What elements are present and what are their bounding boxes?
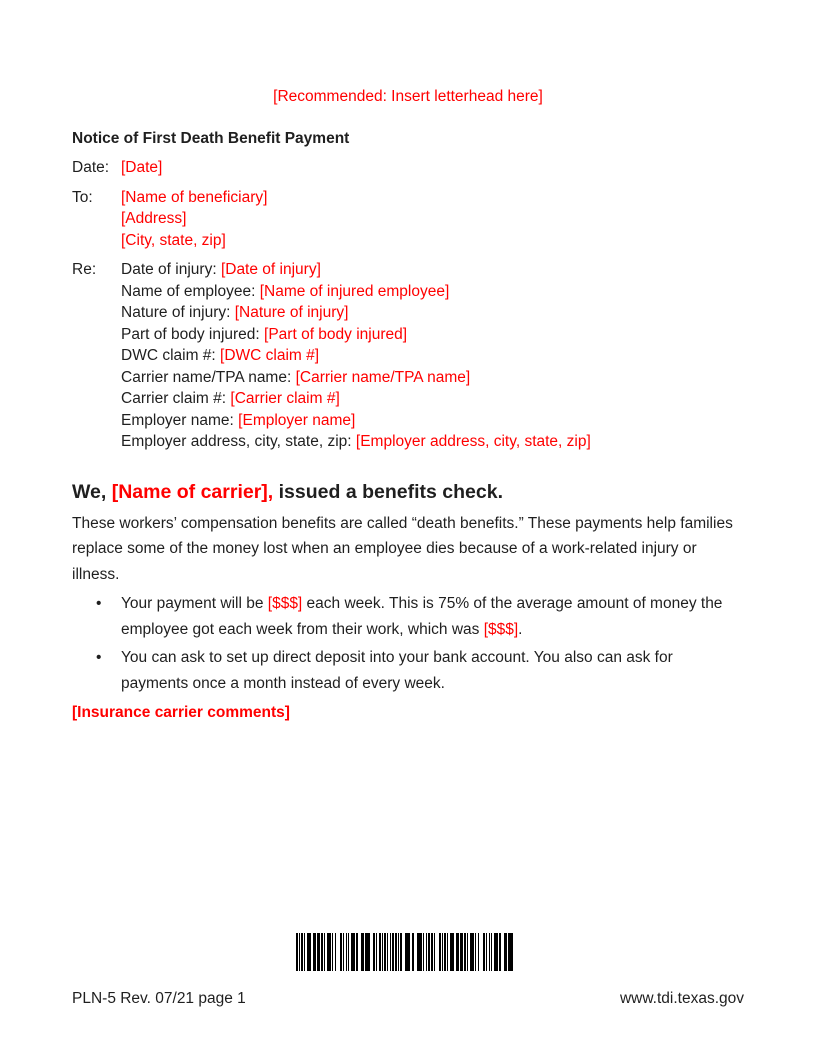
re-line-employee-name bbox=[121, 281, 591, 303]
re-line-carrier-name bbox=[121, 367, 591, 389]
bullet1-mid: each week. This is 75% of the average amount of money the employee got each week from their work, which was bbox=[121, 595, 723, 638]
bullet-direct-deposit: • You can ask to set up direct deposit into your bank account. You also can ask for payments once a month instead of every week. bbox=[72, 645, 744, 696]
benefits-check-heading bbox=[72, 479, 744, 505]
re-line-nature-of-injury bbox=[121, 302, 591, 324]
re-line-value: [Employer address, city, state, zip] bbox=[355, 433, 591, 450]
to-label: To: bbox=[72, 188, 93, 206]
re-line-label: Name of employee: bbox=[121, 282, 260, 300]
re-details-block bbox=[121, 259, 591, 453]
date-row bbox=[72, 157, 744, 179]
form-number-page: PLN-5 Rev. 07/21 page 1 bbox=[72, 990, 246, 1007]
re-line-value: [Employer name] bbox=[238, 411, 356, 429]
re-line-value: [Carrier claim #] bbox=[230, 390, 340, 407]
to-row bbox=[72, 187, 744, 252]
re-line-label: Employer name: bbox=[121, 411, 239, 429]
page-footer bbox=[72, 988, 744, 1010]
re-line-label: Part of body injured: bbox=[121, 325, 265, 343]
date-value: [Date] bbox=[121, 159, 163, 176]
re-line-part-of-body bbox=[121, 324, 591, 346]
re-line-value: [DWC claim #] bbox=[220, 347, 320, 364]
benefits-bullet-list bbox=[72, 591, 744, 696]
re-label: Re: bbox=[72, 261, 97, 278]
to-address-block bbox=[121, 187, 267, 252]
bullet-payment-amount bbox=[72, 591, 744, 642]
death-benefits-paragraph: These workers’ compensation benefits are called “death benefits.” These payments help families replace some of the money lost when an employee dies because of a work-related injury or illness. bbox=[72, 514, 733, 583]
re-line-carrier-claim bbox=[121, 388, 591, 410]
re-line-employer-name bbox=[121, 410, 591, 432]
date-label: Date: bbox=[72, 159, 110, 176]
re-line-value: [Carrier name/TPA name] bbox=[295, 368, 471, 386]
bullet1-pre: Your payment will be bbox=[121, 595, 268, 612]
heading-carrier-name: [Name of carrier], bbox=[111, 480, 274, 503]
re-line-value: [Date of injury] bbox=[220, 261, 321, 278]
re-line-label: DWC claim #: bbox=[121, 347, 221, 364]
re-line-label: Carrier name/TPA name: bbox=[121, 368, 296, 386]
re-line-employer-address bbox=[121, 431, 591, 453]
re-line-label: Date of injury: bbox=[121, 261, 221, 278]
letterhead-placeholder: [Recommended: Insert letterhead here] bbox=[273, 88, 543, 105]
bullet1-amount-average: [$$$] bbox=[483, 620, 519, 638]
re-line-value: [Part of body injured] bbox=[264, 325, 408, 343]
re-line-dwc-claim bbox=[121, 345, 591, 367]
tdi-website-url: www.tdi.texas.gov bbox=[619, 990, 744, 1007]
re-line-date-of-injury bbox=[121, 259, 591, 281]
bullet1-end: . bbox=[518, 620, 523, 638]
heading-post: issued a benefits check. bbox=[273, 480, 503, 503]
bullet1-amount-weekly: [$$$] bbox=[267, 595, 303, 612]
to-city-state-zip: [City, state, zip] bbox=[121, 231, 226, 249]
re-line-value: [Nature of injury] bbox=[234, 304, 349, 321]
heading-pre: We, bbox=[72, 480, 112, 503]
re-line-label: Carrier claim #: bbox=[121, 390, 231, 407]
insurance-carrier-comments: [Insurance carrier comments] bbox=[72, 704, 290, 721]
barcode-image bbox=[296, 933, 513, 971]
re-row bbox=[72, 259, 744, 453]
re-line-label: Employer address, city, state, zip: bbox=[121, 433, 356, 450]
re-line-value: [Name of injured employee] bbox=[259, 282, 450, 300]
re-line-label: Nature of injury: bbox=[121, 304, 235, 321]
to-address: [Address] bbox=[121, 210, 187, 227]
document-title: Notice of First Death Benefit Payment bbox=[72, 129, 350, 147]
to-beneficiary: [Name of beneficiary] bbox=[121, 188, 268, 206]
